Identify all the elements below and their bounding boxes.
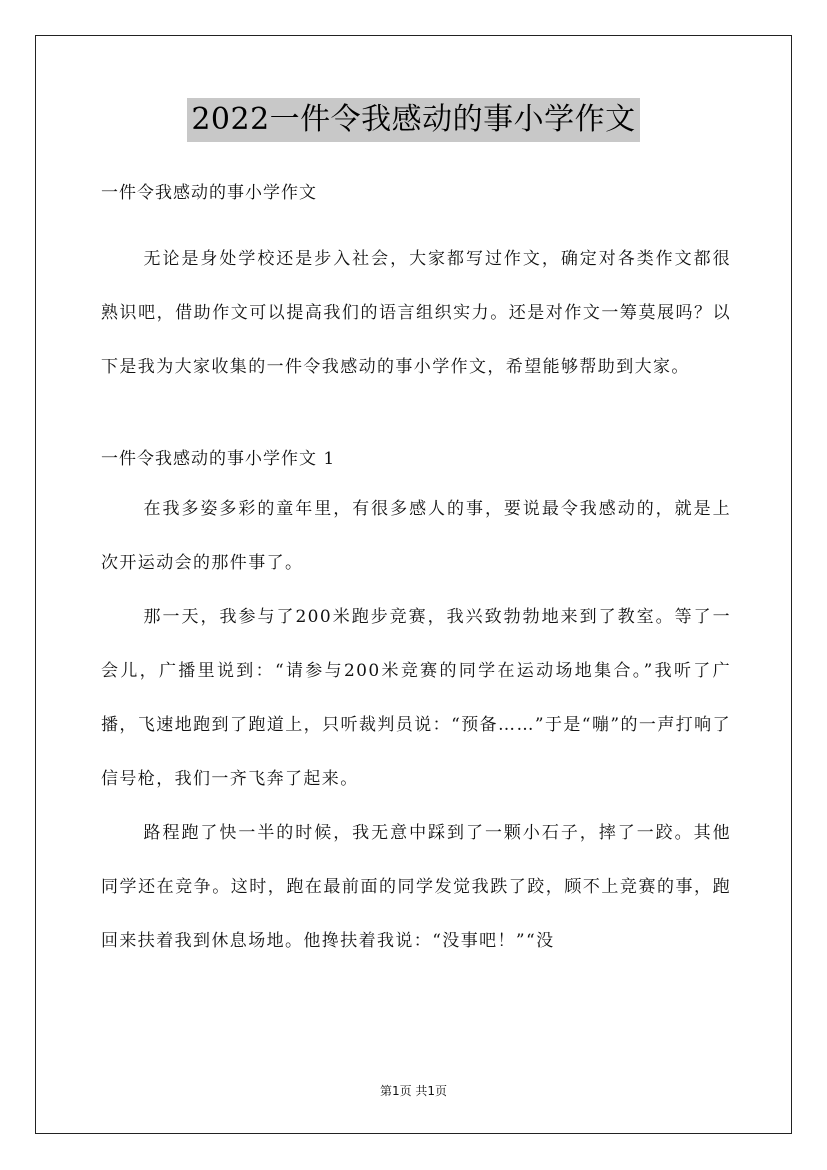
section-heading: 一件令我感动的事小学作文 1 [101, 449, 336, 469]
document-body [101, 170, 731, 968]
section-heading: 一件令我感动的事小学作文 [101, 183, 317, 203]
page-number: 第1页 共1页 [379, 1084, 448, 1098]
paragraph: 路程跑了快一半的时候，我无意中踩到了一颗小石子，摔了一跤。其他同学还在竞争。这时，跑在最前面的同学发觉我跌了跤，顾不上竞赛的事，跑回来扶着我到休息场地。他搀扶着我说：“没事吧！”“没 [101, 823, 731, 951]
paragraph: 无论是身处学校还是步入社会，大家都写过作文，确定对各类作文都很熟识吧，借助作文可以提高我们的语言组织实力。还是对作文一筹莫展吗？以下是我为大家收集的一件令我感动的事小学作文，希望能够帮助到大家。 [101, 249, 731, 377]
document-title: 2022一件令我感动的事小学作文 [187, 98, 639, 142]
spacer [101, 394, 731, 436]
title-container [0, 98, 827, 142]
spacer [101, 216, 731, 232]
paragraph: 那一天，我参与了200米跑步竞赛，我兴致勃勃地来到了教室。等了一会儿，广播里说到：“请参与200米竞赛的同学在运动场地集合。”我听了广播，飞速地跑到了跑道上，只听裁判员说：“预备……”于是“嘣”的一声打响了信号枪，我们一齐飞奔了起来。 [101, 607, 731, 789]
paragraph: 在我多姿多彩的童年里，有很多感人的事，要说最令我感动的，就是上次开运动会的那件事了。 [101, 499, 731, 573]
